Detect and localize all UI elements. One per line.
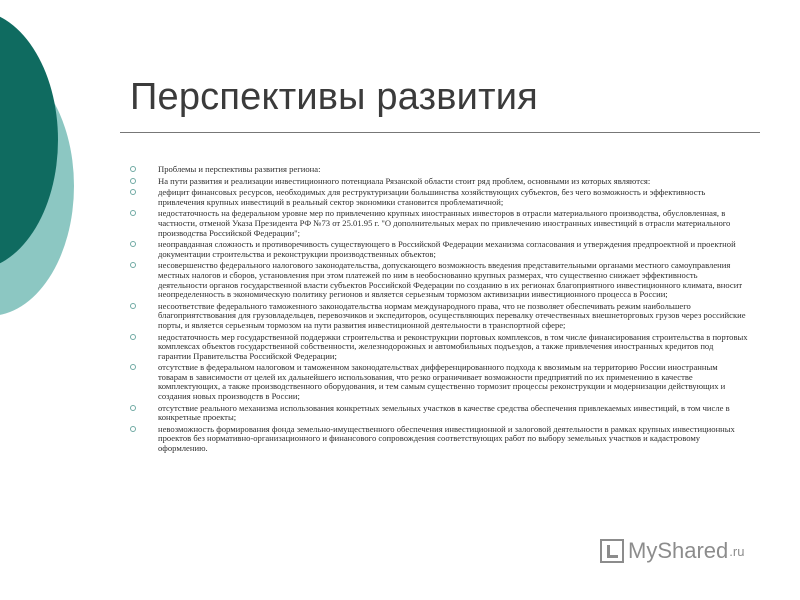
- bullet-icon: [130, 262, 136, 268]
- bullet-icon: [130, 405, 136, 411]
- list-item: [128, 333, 748, 362]
- list-item-text: неоправданная сложность и противоречивость существующего в Российской Федерации механизма согласования и утверждения предпроектной и проектной документации строительства и реконструкции производственных объектов;: [158, 239, 736, 259]
- list-item-text: несовершенство федерального налогового законодательства, допускающего возможность введения представительными органами местного самоуправления местных налогов и сборов, установления при этом платежей по ним в необоснованно крупных размерах, что существенно снижает эффективность деятельности органов государственной власти субъектов Российской Федерации по созданию в их регионах благоприятного инвестиционного климата, вносит неопределенность в экономическую политику регионов и является серьезным тормозом активизации инвестиционного процесса в России;: [158, 260, 743, 300]
- watermark-name: MyShared: [628, 538, 729, 563]
- list-item-text: На пути развития и реализации инвестиционного потенциала Рязанской области стоит ряд проблем, основными из которых являются:: [158, 175, 651, 186]
- list-item-text: невозможность формирования фонда земельно-имущественного обеспечения инвестиционной и залоговой деятельности в рамках крупных инвестиционных проектов без нормативно-организационного и финансового сопровождения соответствующих работ по выбору земельных участков и кадастровому оформлению.: [158, 423, 735, 454]
- list-item: [128, 240, 748, 259]
- bullet-icon: [130, 364, 136, 370]
- list-item-text: отсутствие в федеральном налоговом и таможенном законодательствах дифференцированного подхода к ввозимым на территорию России иностранным товарам в зависимости от целей их дальнейшего использования, что резко ограничивает возможности предприятий по их применению в качестве комплектующих, а также производственного оборудования, и тем самым существенно тормозит процессы реконструкции и модернизации действующих и создания новых производств в России;: [158, 362, 726, 402]
- list-item: [128, 363, 748, 401]
- bullet-icon: [130, 334, 136, 340]
- list-item-text: недостаточность на федеральном уровне мер по привлечению крупных иностранных инвесторов в отрасли материального производства, обусловленная, в частности, отменой Указа Президента РФ №73 от 25.01.95 г. "О дополнительных мерах по привлечению иностранных инвестиций в отрасли материального производства Российской Федерации";: [158, 208, 731, 238]
- list-item: [128, 165, 748, 175]
- watermark-icon: [600, 539, 624, 563]
- list-item-text: дефицит финансовых ресурсов, необходимых для реструктуризации большинства хозяйствующих субъектов, без чего возможность и эффективность привлечения крупных инвестиций в реальный сектор экономики становится проблематичной;: [158, 187, 706, 207]
- bullet-list: [128, 165, 748, 456]
- list-item: [128, 177, 748, 187]
- list-item: [128, 302, 748, 331]
- list-item: [128, 425, 748, 454]
- list-item: [128, 261, 748, 299]
- bullet-icon: [130, 178, 136, 184]
- list-item-text: Проблемы и перспективы развития региона:: [158, 164, 321, 174]
- list-item-text: недостаточность мер государственной поддержки строительства и реконструкции портовых комплексов, в том числе финансирования строительства в портовых комплексах объектов государственной собственности, железнодорожных и автомобильных подъездов, а также привлечения иностранных кредитов под гарантии Правительства Российской Федерации;: [158, 331, 748, 361]
- bullet-icon: [130, 210, 136, 216]
- list-item-text: отсутствие реального механизма использования конкретных земельных участков в качестве средства обеспечения привлекаемых инвестиций, в том числе в конкретные проекты;: [158, 402, 730, 423]
- watermark-logo: [600, 538, 744, 564]
- list-item-text: несоответствие федерального таможенного законодательства нормам международного права, что не позволяет обеспечивать режим наибольшего благоприятствования для грузовладельцев, перевозчиков и экспедиторов, осуществляющих перевалку отечественных внешнеторговых грузов через российские порты, и является серьезным тормозом на пути развития инвестиционной деятельности в транспортной сфере;: [158, 300, 746, 330]
- bullet-icon: [130, 303, 136, 309]
- list-item: [128, 209, 748, 238]
- bullet-icon: [130, 166, 136, 172]
- bullet-icon: [130, 189, 136, 195]
- title-divider: [120, 132, 760, 133]
- bullet-icon: [130, 426, 136, 432]
- bullet-icon: [130, 241, 136, 247]
- list-item: [128, 188, 748, 207]
- list-item: [128, 404, 748, 423]
- watermark-domain: .ru: [729, 543, 745, 559]
- slide-title: Перспективы развития: [130, 76, 538, 118]
